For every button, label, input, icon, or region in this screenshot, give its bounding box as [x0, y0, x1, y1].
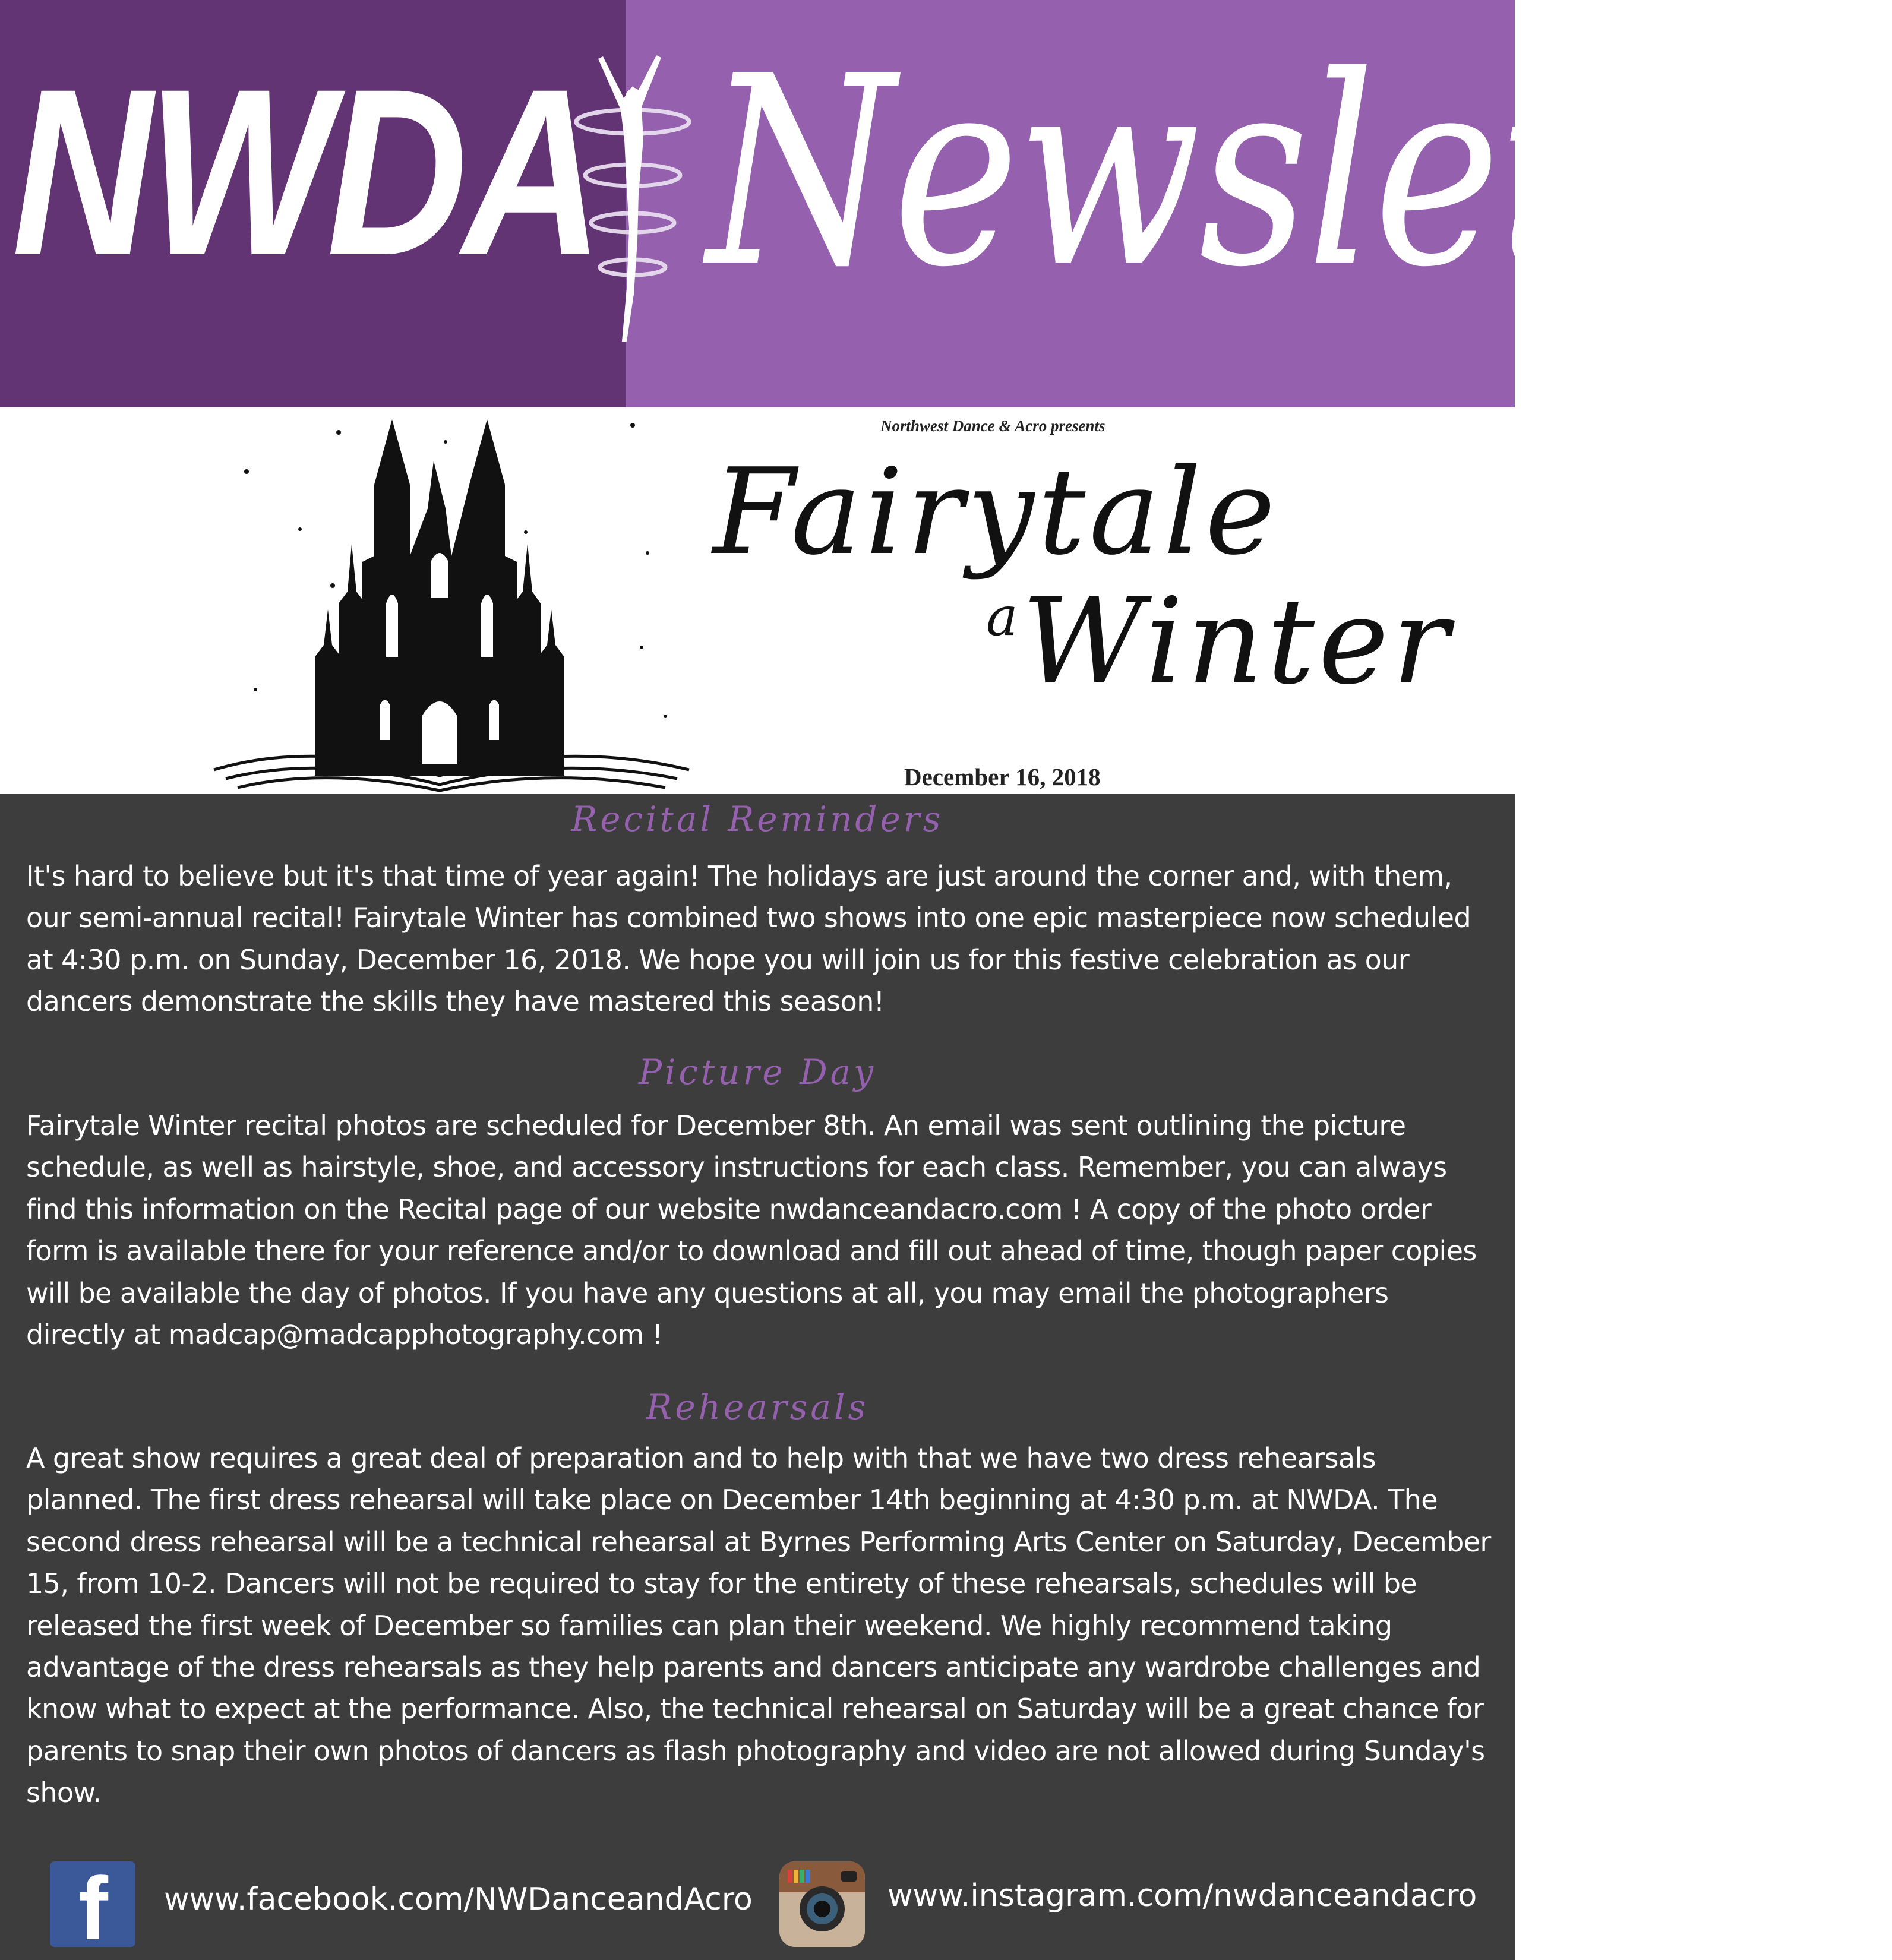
- presenter-line: Northwest Dance & Acro presents: [880, 417, 1105, 435]
- header-banner: [0, 0, 1892, 407]
- newsletter-body: [0, 794, 1515, 1960]
- show-title-connector: a: [986, 586, 1018, 648]
- newsletter-title: Newsletter: [707, 20, 1892, 324]
- section-body-recital-reminders: It's hard to believe but it's that time of year again! The holidays are just around the corner and, with them, our semi-annual recital! Fairytale Winter has combined two shows into one epic masterpiece now scheduled at 4:30 p.m. on Sunday, December 16, 2018. We hope you will join us for this festive celebration as our dancers demonstrate the skills they have mastered this season!: [26, 860, 1471, 1018]
- castle-on-book-image: [196, 407, 719, 794]
- section-title-picture-day: Picture Day: [638, 1052, 877, 1092]
- section-title-recital-reminders: Recital Reminders: [571, 799, 944, 839]
- show-title-winter: Winter: [1022, 573, 1453, 711]
- facebook-icon[interactable]: f: [50, 1861, 135, 1947]
- show-title-fairytale: Fairytale: [713, 443, 1279, 581]
- section-body-picture-day: Fairytale Winter recital photos are scheduled for December 8th. An email was sent outlining the picture schedule, as well as hairstyle, shoe, and accessory instructions for each class. Remember, you can always find this information on the Recital page of our website nwdanceandacro.com ! A copy of the photo order form is available there for your reference and/or to download and fill out ahead of time, though paper copies will be available the day of photos. If you have any questions at all, you may email the photographers directly at madcap@madcapphotography.com !: [26, 1109, 1477, 1351]
- section-title-rehearsals: Rehearsals: [646, 1387, 869, 1427]
- dancer-logo-icon: [567, 50, 698, 347]
- instagram-icon[interactable]: [779, 1861, 865, 1947]
- facebook-link[interactable]: www.facebook.com/NWDanceandAcro: [164, 1882, 753, 1917]
- brand-title: NWDA: [12, 39, 599, 305]
- social-footer: [0, 1847, 1515, 1960]
- instagram-link[interactable]: www.instagram.com/nwdanceandacro: [887, 1878, 1477, 1914]
- section-body-rehearsals: A great show requires a great deal of preparation and to help with that we have two dress rehearsals planned. The first dress rehearsal will take place on December 14th beginning at 4:30 p.m. at NWDA. The second dress rehearsal will be a technical rehearsal at Byrnes Performing Arts Center on Saturday, December 15, from 10-2. Dancers will not be required to stay for the entirety of these rehearsals, schedules will be released the first week of December so families can plan their weekend. We highly recommend taking advantage of the dress rehearsals as they help parents and dancers anticipate any wardrobe challenges and know what to expect at the performance. Also, the technical rehearsal on Saturday will be a great chance for parents to snap their own photos of dancers as flash photography and video are not allowed during Sunday's show.: [26, 1442, 1491, 1809]
- recital-banner: [0, 407, 1515, 794]
- show-date: December 16, 2018: [904, 763, 1101, 791]
